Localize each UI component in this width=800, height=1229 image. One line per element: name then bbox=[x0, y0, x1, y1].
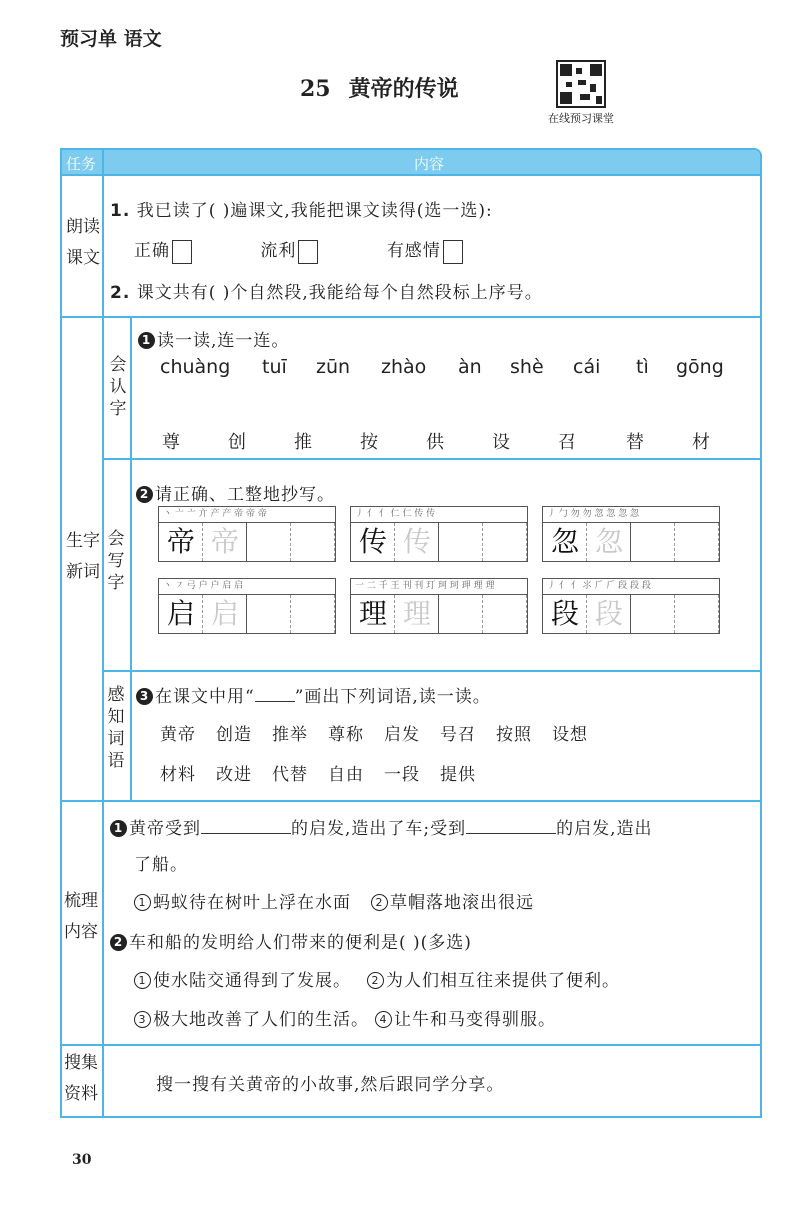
trace-char[interactable]: 段 bbox=[594, 597, 623, 630]
task-collect: 搜集 资料 bbox=[64, 1053, 98, 1104]
organize-q2-options-a: 1 使水陆交通得到了发展。 2 为人们相互往来提供了便利。 bbox=[134, 966, 620, 991]
stroke-order: 一 二 千 王 刊 刊 玎 珂 珂 玾 理 理 bbox=[351, 579, 527, 595]
checkbox-correct[interactable] bbox=[172, 240, 192, 264]
task-reading: 朗读 课文 bbox=[66, 217, 100, 268]
qr-code-icon[interactable] bbox=[556, 60, 606, 108]
lesson-title bbox=[300, 72, 459, 103]
checkbox-expressive[interactable] bbox=[443, 240, 463, 264]
organize-q2-options-b: 3 极大地改善了人们的生活。 4 让牛和马变得驯服。 bbox=[134, 1005, 556, 1030]
task-organize: 梳理 内容 bbox=[64, 891, 98, 942]
hanzi-item[interactable]: 尊 bbox=[162, 432, 180, 453]
words-row-1: 黄帝 创造 推举 尊称 启发 号召 按照 设想 bbox=[160, 725, 588, 745]
organize-q1-cont: 了船。 bbox=[134, 855, 188, 875]
organize-q2: 2 车和船的发明给人们带来的便利是( )(多选) bbox=[110, 928, 472, 953]
qr-label: 在线预习课堂 bbox=[548, 112, 614, 125]
organize-q1-options: 1 蚂蚁待在树叶上浮在水面 2 草帽落地滚出很远 bbox=[134, 888, 534, 913]
page-number: 30 bbox=[72, 1152, 92, 1168]
pinyin-item: tuī bbox=[262, 356, 287, 378]
answer-blank-2[interactable] bbox=[466, 833, 556, 834]
pinyin-item: shè bbox=[510, 356, 544, 378]
model-char: 帝 bbox=[166, 525, 195, 558]
words-instruction: 3 在课文中用“ ”画出下列词语,读一读。 bbox=[136, 682, 491, 707]
task-characters: 生字 新词 bbox=[66, 531, 100, 582]
pinyin-item: zhào bbox=[381, 356, 427, 378]
model-char: 启 bbox=[166, 597, 195, 630]
table-header bbox=[62, 150, 760, 174]
trace-char[interactable]: 帝 bbox=[210, 525, 239, 558]
header-task: 任务 bbox=[66, 155, 97, 173]
reading-line-2: 2. 课文共有( )个自然段,我能给每个自然段标上序号。 bbox=[110, 283, 543, 303]
hanzi-item[interactable]: 供 bbox=[426, 432, 444, 453]
checkbox-fluent[interactable] bbox=[298, 240, 318, 264]
pinyin-item: tì bbox=[636, 356, 649, 378]
trace-char[interactable]: 启 bbox=[210, 597, 239, 630]
label-write: 会 写 字 bbox=[107, 529, 125, 593]
pinyin-item: gōng bbox=[676, 356, 724, 378]
recognize-instruction: 1 读一读,连一连。 bbox=[138, 326, 289, 351]
stroke-order: 丿 勹 勿 勿 忽 忽 忽 忽 bbox=[543, 507, 719, 523]
header-content: 内容 bbox=[414, 155, 445, 173]
hanzi-item[interactable]: 按 bbox=[360, 432, 378, 453]
writing-grid[interactable] bbox=[350, 578, 528, 634]
label-recognize: 会 认 字 bbox=[109, 355, 127, 419]
stroke-order: 丿 亻 亻 仁 仁 传 传 bbox=[351, 507, 527, 523]
reading-options: 正确 流利 有感情 bbox=[134, 236, 463, 264]
model-char: 理 bbox=[358, 597, 387, 630]
stroke-order: 丶 ㇇ 弓 户 户 启 启 bbox=[159, 579, 335, 595]
hanzi-item[interactable]: 召 bbox=[558, 432, 576, 453]
hanzi-item[interactable]: 创 bbox=[228, 432, 246, 453]
lesson-name: 黄帝的传说 bbox=[348, 77, 459, 102]
label-words: 感 知 词 语 bbox=[107, 685, 125, 771]
model-char: 忽 bbox=[550, 525, 579, 558]
pinyin-item: chuàng bbox=[160, 356, 231, 378]
hanzi-item[interactable]: 推 bbox=[294, 432, 312, 453]
write-instruction: 2 请正确、工整地抄写。 bbox=[136, 480, 335, 505]
words-row-2: 材料 改进 代替 自由 一段 提供 bbox=[160, 765, 476, 785]
reading-line-1: 1. 我已读了( )遍课文,我能把课文读得(选一选): bbox=[110, 201, 493, 221]
hanzi-item[interactable]: 设 bbox=[492, 432, 510, 453]
book-header: 预习单 语文 bbox=[60, 28, 162, 50]
writing-grid[interactable] bbox=[158, 506, 336, 562]
answer-blank-1[interactable] bbox=[201, 833, 291, 834]
trace-char[interactable]: 传 bbox=[402, 525, 431, 558]
model-char: 段 bbox=[550, 597, 579, 630]
pinyin-item: cái bbox=[573, 356, 601, 378]
writing-grid[interactable] bbox=[350, 506, 528, 562]
lesson-number: 25 bbox=[300, 76, 331, 102]
trace-char[interactable]: 忽 bbox=[594, 525, 623, 558]
pinyin-item: zūn bbox=[316, 356, 351, 378]
collect-text: 搜一搜有关黄帝的小故事,然后跟同学分享。 bbox=[156, 1075, 505, 1095]
model-char: 传 bbox=[358, 525, 387, 558]
writing-grid[interactable] bbox=[542, 578, 720, 634]
writing-grid[interactable] bbox=[158, 578, 336, 634]
stroke-order: 丶 亠 亠 亣 产 产 帝 帝 帝 bbox=[159, 507, 335, 523]
trace-char[interactable]: 理 bbox=[402, 597, 431, 630]
hanzi-item[interactable]: 材 bbox=[692, 432, 710, 453]
hanzi-item[interactable]: 替 bbox=[626, 432, 644, 453]
pinyin-item: àn bbox=[458, 356, 482, 378]
stroke-order: 丿 亻 亻 ⺢ 𠂆 𠂆 段 段 段 bbox=[543, 579, 719, 595]
organize-q1: 1 黄帝受到 的启发,造出了车;受到 的启发,造出 bbox=[110, 814, 653, 839]
writing-grid[interactable] bbox=[542, 506, 720, 562]
